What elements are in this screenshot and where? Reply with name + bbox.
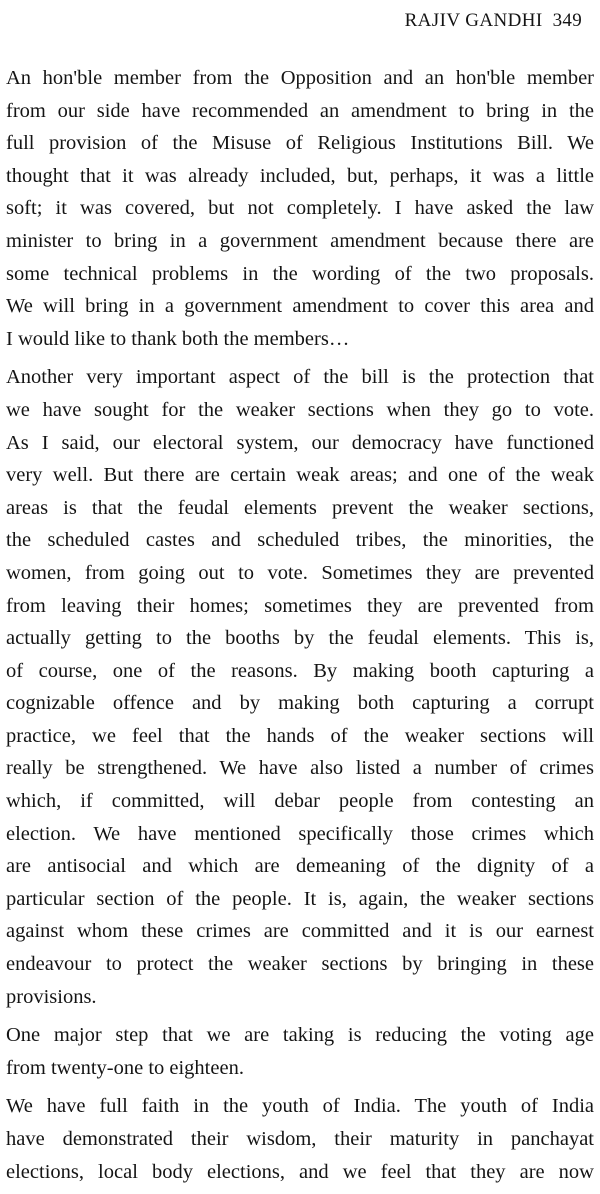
text-line: full provision of the Misuse of Religious Institutions Bill. We xyxy=(6,132,594,155)
paragraph-1 xyxy=(6,62,594,355)
paragraph-3 xyxy=(6,1019,594,1084)
text-line: We will bring in a government amendment to cover this area and xyxy=(6,295,594,318)
text-line: I would like to thank both the members… xyxy=(6,327,350,350)
text-line: soft; it was covered, but not completely. I have asked the law xyxy=(6,197,594,220)
text-line: cognizable offence and by making both capturing a corrupt xyxy=(6,692,594,715)
running-head-title: RAJIV GANDHI xyxy=(404,10,543,31)
text-line: provisions. xyxy=(6,985,97,1008)
text-line: of course, one of the reasons. By making booth capturing a xyxy=(6,659,594,682)
text-line: elections, local body elections, and we feel that they are now xyxy=(6,1160,594,1183)
text-line: really be strengthened. We have also listed a number of crimes xyxy=(6,757,594,780)
text-line: are antisocial and which are demeaning of the dignity of a xyxy=(6,855,594,878)
text-line: we have sought for the weaker sections when they go to vote. xyxy=(6,398,594,421)
text-line: Another very important aspect of the bill is the protection that xyxy=(6,366,594,389)
text-line: women, from going out to vote. Sometimes they are prevented xyxy=(6,561,594,584)
text-line: One major step that we are taking is reducing the voting age xyxy=(6,1024,594,1047)
text-line: have demonstrated their wisdom, their maturity in panchayat xyxy=(6,1128,594,1150)
text-line: which, if committed, will debar people from contesting an xyxy=(6,790,594,813)
text-line: practice, we feel that the hands of the weaker sections will xyxy=(6,724,594,747)
text-line: very well. But there are certain weak areas; and one of the weak xyxy=(6,464,594,487)
text-line: thought that it was already included, but, perhaps, it was a little xyxy=(6,164,594,187)
text-line: the scheduled castes and scheduled tribes, the minorities, the xyxy=(6,529,594,552)
text-line: election. We have mentioned specifically those crimes which xyxy=(6,822,594,845)
text-line: As I said, our electoral system, our democracy have functioned xyxy=(6,431,594,454)
text-line: from our side have recommended an amendment to bring in the xyxy=(6,99,594,122)
text-line: from twenty-one to eighteen. xyxy=(6,1056,244,1079)
text-line: We have full faith in the youth of India. The youth of India xyxy=(6,1095,594,1118)
page-number: 349 xyxy=(552,10,582,31)
text-line: An hon'ble member from the Opposition and an hon'ble member xyxy=(6,67,594,89)
text-line: actually getting to the booths by the feudal elements. This is, xyxy=(6,627,594,650)
paragraph-4 xyxy=(6,1090,594,1188)
text-line: areas is that the feudal elements prevent the weaker sections, xyxy=(6,496,594,519)
paragraph-2 xyxy=(6,361,594,1013)
text-line: some technical problems in the wording of the two proposals. xyxy=(6,262,594,285)
text-line: from leaving their homes; sometimes they are prevented from xyxy=(6,594,594,617)
text-line: endeavour to protect the weaker sections by bringing in these xyxy=(6,953,594,976)
running-head xyxy=(405,10,582,32)
text-line: particular section of the people. It is, again, the weaker sections xyxy=(6,887,594,910)
text-line: against whom these crimes are committed and it is our earnest xyxy=(6,920,594,943)
body-text xyxy=(6,62,594,1194)
text-line: minister to bring in a government amendment because there are xyxy=(6,229,594,252)
